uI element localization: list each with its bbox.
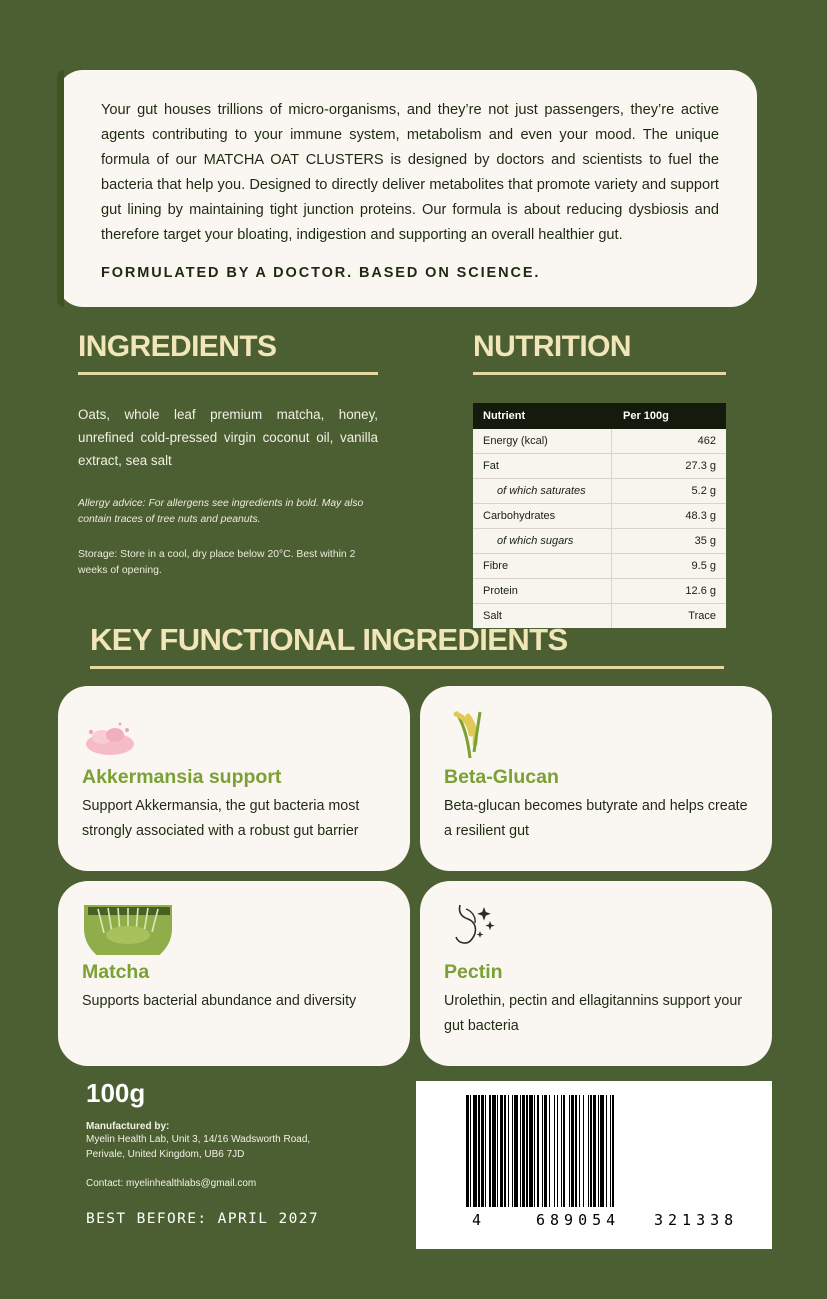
key-functional-section-heading xyxy=(90,622,724,669)
card-body: Beta-glucan becomes butyrate and helps create a resilient gut xyxy=(444,798,748,839)
nutrient-name: Protein xyxy=(473,579,611,604)
ingredients-heading-rule xyxy=(78,372,378,375)
barcode-digits-right: 321338 xyxy=(654,1211,739,1229)
nutrient-value: 9.5 g xyxy=(611,554,726,579)
manufacturer-address-line-2: Perivale, United Kingdom, UB6 7JD xyxy=(86,1149,245,1160)
intro-card xyxy=(57,70,757,307)
key-functional-heading-rule xyxy=(90,666,724,669)
barcode xyxy=(416,1081,772,1249)
nutrient-name: of which saturates xyxy=(473,479,611,504)
table-row xyxy=(473,429,726,454)
matcha-bowl-icon xyxy=(82,899,386,955)
table-row xyxy=(473,454,726,479)
pink-powder-icon xyxy=(82,704,386,760)
nutrient-value: 462 xyxy=(611,429,726,454)
intro-paragraph: Your gut houses trillions of micro-organisms, and they’re not just passengers, they’re active agents contributing to your immune system, metabolism and even your mood. The unique formula of our MATCHA OAT CLUSTERS is designed by doctors and scientists to fuel the bacteria that help you. Designed to directly deliver metabolites that promote variety and support gut lining by maintaining tight junction proteins. Our formula is about reducing dysbiosis and therefore target your bloating, indigestion and supporting an overall healthier gut. xyxy=(101,102,719,243)
storage-info: Storage: Store in a cool, dry place below 20°C. Best within 2 weeks of opening. xyxy=(78,549,356,576)
nutrient-value: 12.6 g xyxy=(611,579,726,604)
card-title: Akkermansia support xyxy=(82,766,282,788)
card-title: Pectin xyxy=(444,961,503,983)
barcode-digits xyxy=(432,1207,756,1237)
nutrient-name: Carbohydrates xyxy=(473,504,611,529)
column-header-nutrient: Nutrient xyxy=(473,403,611,429)
card-beta-glucan xyxy=(420,686,772,871)
card-matcha xyxy=(58,881,410,1066)
ingredients-section xyxy=(78,330,378,579)
nutrient-name: Energy (kcal) xyxy=(473,429,611,454)
table-row xyxy=(473,479,726,504)
card-body: Urolethin, pectin and ellagitannins support your gut bacteria xyxy=(444,993,743,1034)
nutrient-value: 48.3 g xyxy=(611,504,726,529)
card-pectin xyxy=(420,881,772,1066)
nutrient-name: of which sugars xyxy=(473,529,611,554)
nutrition-table xyxy=(473,403,726,628)
ingredients-heading: INGREDIENTS xyxy=(78,330,277,363)
card-title: Matcha xyxy=(82,961,150,983)
table-row xyxy=(473,554,726,579)
nutrient-value: 35 g xyxy=(611,529,726,554)
table-row xyxy=(473,579,726,604)
table-row xyxy=(473,504,726,529)
intro-card-wrapper xyxy=(57,70,757,307)
stomach-sparkle-icon xyxy=(444,899,748,955)
accent-bar xyxy=(57,70,64,307)
key-functional-cards xyxy=(58,686,772,1066)
best-before-date: BEST BEFORE: APRIL 2027 xyxy=(86,1211,319,1227)
card-title: Beta-Glucan xyxy=(444,766,559,788)
nutrition-section xyxy=(473,330,726,628)
column-header-per100g: Per 100g xyxy=(611,403,726,429)
table-header-row xyxy=(473,403,726,429)
table-row xyxy=(473,529,726,554)
nutrition-heading-rule xyxy=(473,372,726,375)
nutrient-value: Trace xyxy=(611,604,726,629)
contact-email: Contact: myelinhealthlabs@gmail.com xyxy=(86,1178,257,1189)
nutrient-value: 5.2 g xyxy=(611,479,726,504)
nutrition-table-body xyxy=(473,429,726,628)
nutrient-name: Fat xyxy=(473,454,611,479)
nutrient-name: Salt xyxy=(483,610,502,622)
allergy-advice: Allergy advice: For allergens see ingredients in bold. May also contain traces of tree nuts and peanuts. xyxy=(78,498,364,525)
oat-stalk-icon xyxy=(444,704,748,760)
card-body: Supports bacterial abundance and diversity xyxy=(82,993,357,1009)
nutrition-heading: NUTRITION xyxy=(473,330,631,363)
footer-info xyxy=(86,1078,396,1227)
net-weight: 100g xyxy=(86,1078,146,1108)
intro-tagline: FORMULATED BY A DOCTOR. BASED ON SCIENCE. xyxy=(101,265,541,281)
nutrient-name: Fibre xyxy=(473,554,611,579)
barcode-digits-mid: 689054 xyxy=(536,1211,621,1229)
card-akkermansia xyxy=(58,686,410,871)
barcode-digit-left: 4 xyxy=(472,1211,482,1229)
nutrient-value: 27.3 g xyxy=(611,454,726,479)
key-functional-heading: KEY FUNCTIONAL INGREDIENTS xyxy=(90,622,568,657)
barcode-bars xyxy=(466,1095,756,1207)
manufacturer-address-line-1: Myelin Health Lab, Unit 3, 14/16 Wadsworth Road, xyxy=(86,1134,311,1145)
manufactured-by-label: Manufactured by: xyxy=(86,1121,170,1132)
card-body: Support Akkermansia, the gut bacteria most strongly associated with a robust gut barrier xyxy=(82,798,360,839)
ingredients-list: Oats, whole leaf premium matcha, honey, unrefined cold-pressed virgin coconut oil, vanilla extract, sea salt xyxy=(78,407,378,468)
